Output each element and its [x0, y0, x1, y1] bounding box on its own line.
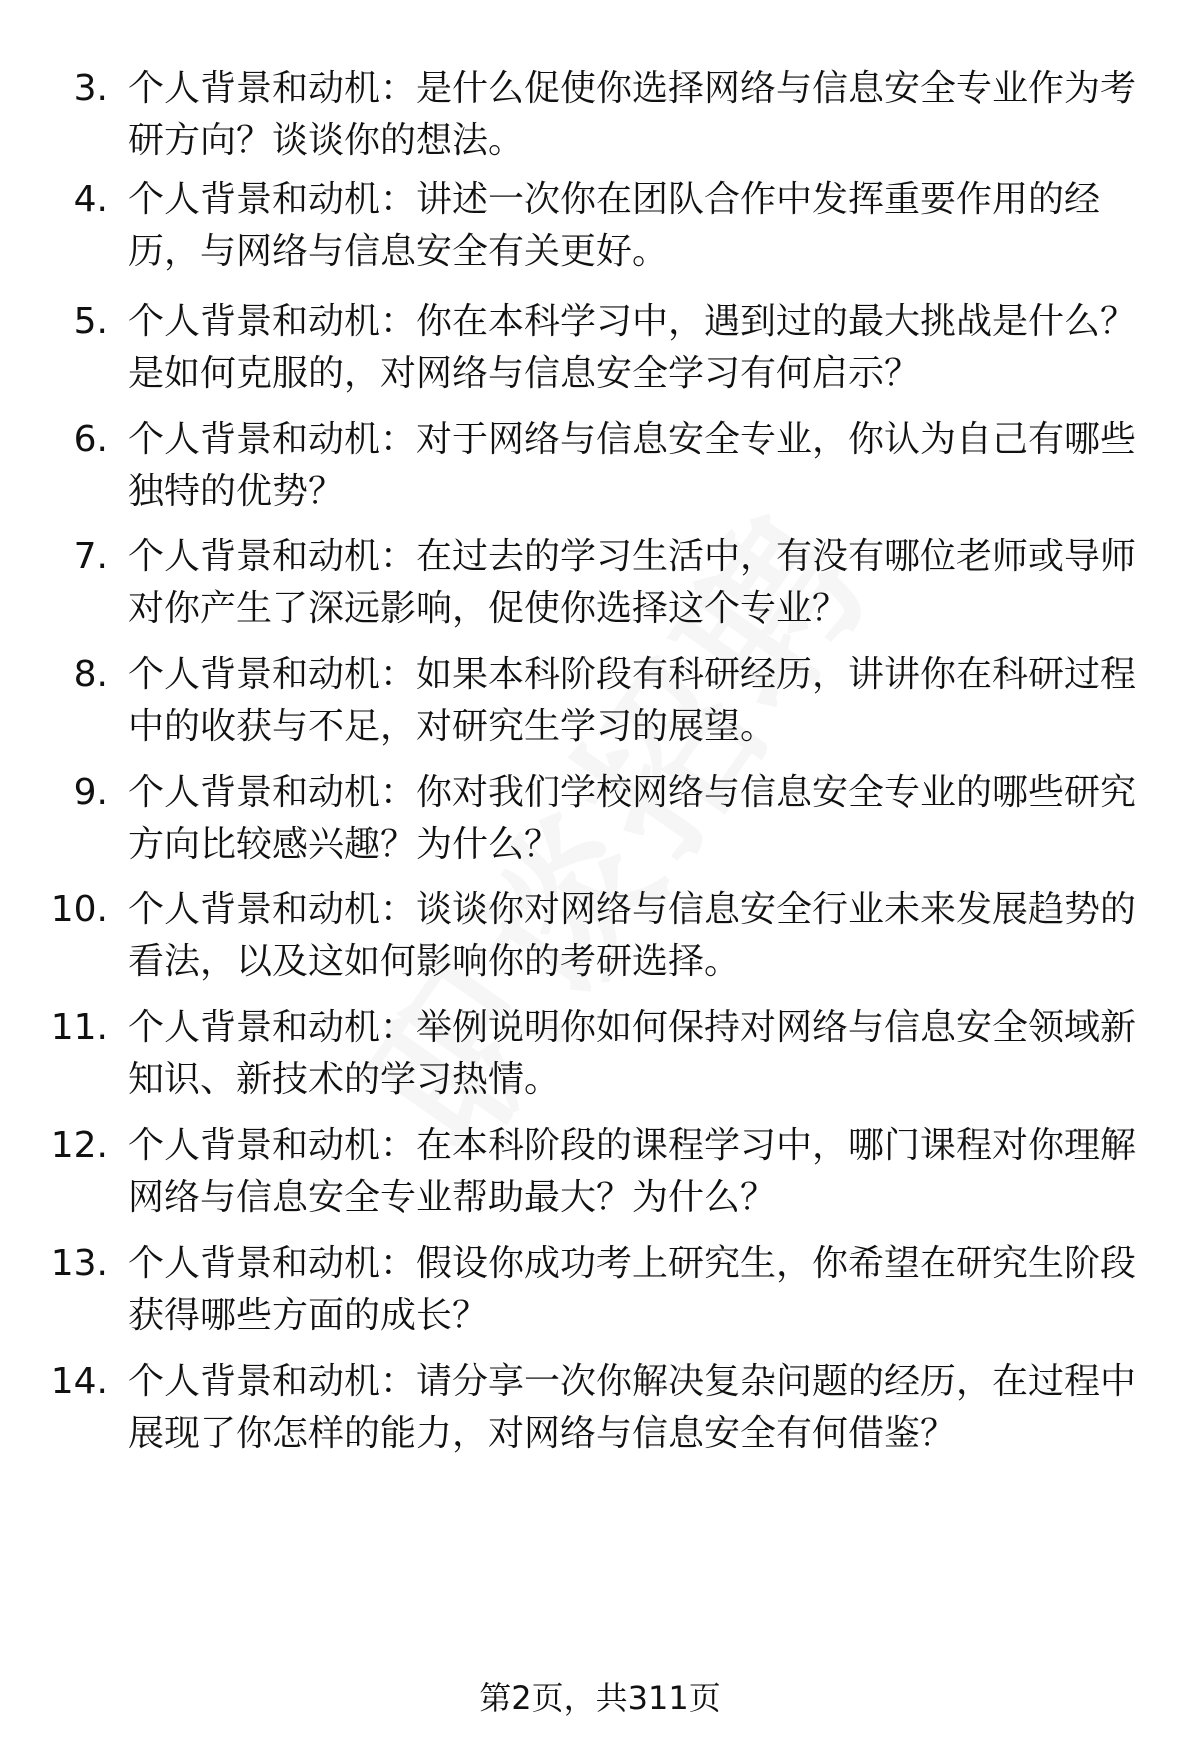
- question-text: 个人背景和动机：在过去的学习生活中，有没有哪位老师或导师对你产生了深远影响，促使你选择这个专业？: [128, 536, 1137, 629]
- question-text: 个人背景和动机：讲述一次你在团队合作中发挥重要作用的经历，与网络与信息安全有关更好。: [128, 179, 1101, 272]
- question-number: 6.: [73, 419, 108, 460]
- question-number: 14.: [50, 1361, 108, 1402]
- question-number: 10.: [50, 889, 108, 930]
- question-number: 11.: [50, 1007, 108, 1048]
- question-number: 4.: [73, 179, 108, 220]
- question-number: 3.: [73, 68, 108, 109]
- question-text: 个人背景和动机：在本科阶段的课程学习中，哪门课程对你理解网络与信息安全专业帮助最大？为什么？: [128, 1125, 1137, 1218]
- question-text: 个人背景和动机：谈谈你对网络与信息安全行业未来发展趋势的看法，以及这如何影响你的考研选择。: [128, 889, 1137, 982]
- question-text: 个人背景和动机：假设你成功考上研究生，你希望在研究生阶段获得哪些方面的成长？: [128, 1243, 1137, 1336]
- question-text: 个人背景和动机：是什么促使你选择网络与信息安全专业作为考研方向？谈谈你的想法。: [128, 68, 1137, 161]
- question-number: 9.: [73, 772, 108, 813]
- page-number-label: 第2页，共311页: [479, 1679, 721, 1717]
- question-text: 个人背景和动机：你在本科学习中，遇到过的最大挑战是什么？是如何克服的，对网络与信息安全学习有何启示？: [128, 301, 1137, 394]
- question-number: 7.: [73, 536, 108, 577]
- page-footer: [0, 1678, 1200, 1718]
- question-number: 5.: [73, 301, 108, 342]
- question-text: 个人背景和动机：你对我们学校网络与信息安全专业的哪些研究方向比较感兴趣？为什么？: [128, 772, 1137, 865]
- question-text: 个人背景和动机：对于网络与信息安全专业，你认为自己有哪些独特的优势？: [128, 419, 1137, 512]
- question-text: 个人背景和动机：请分享一次你解决复杂问题的经历，在过程中展现了你怎样的能力，对网络与信息安全有何借鉴？: [128, 1361, 1137, 1454]
- question-text: 个人背景和动机：如果本科阶段有科研经历，讲讲你在科研过程中的收获与不足，对研究生学习的展望。: [128, 654, 1137, 747]
- question-number: 8.: [73, 654, 108, 695]
- question-text: 个人背景和动机：举例说明你如何保持对网络与信息安全领域新知识、新技术的学习热情。: [128, 1007, 1137, 1100]
- question-number: 13.: [50, 1243, 108, 1284]
- question-number: 12.: [50, 1125, 108, 1166]
